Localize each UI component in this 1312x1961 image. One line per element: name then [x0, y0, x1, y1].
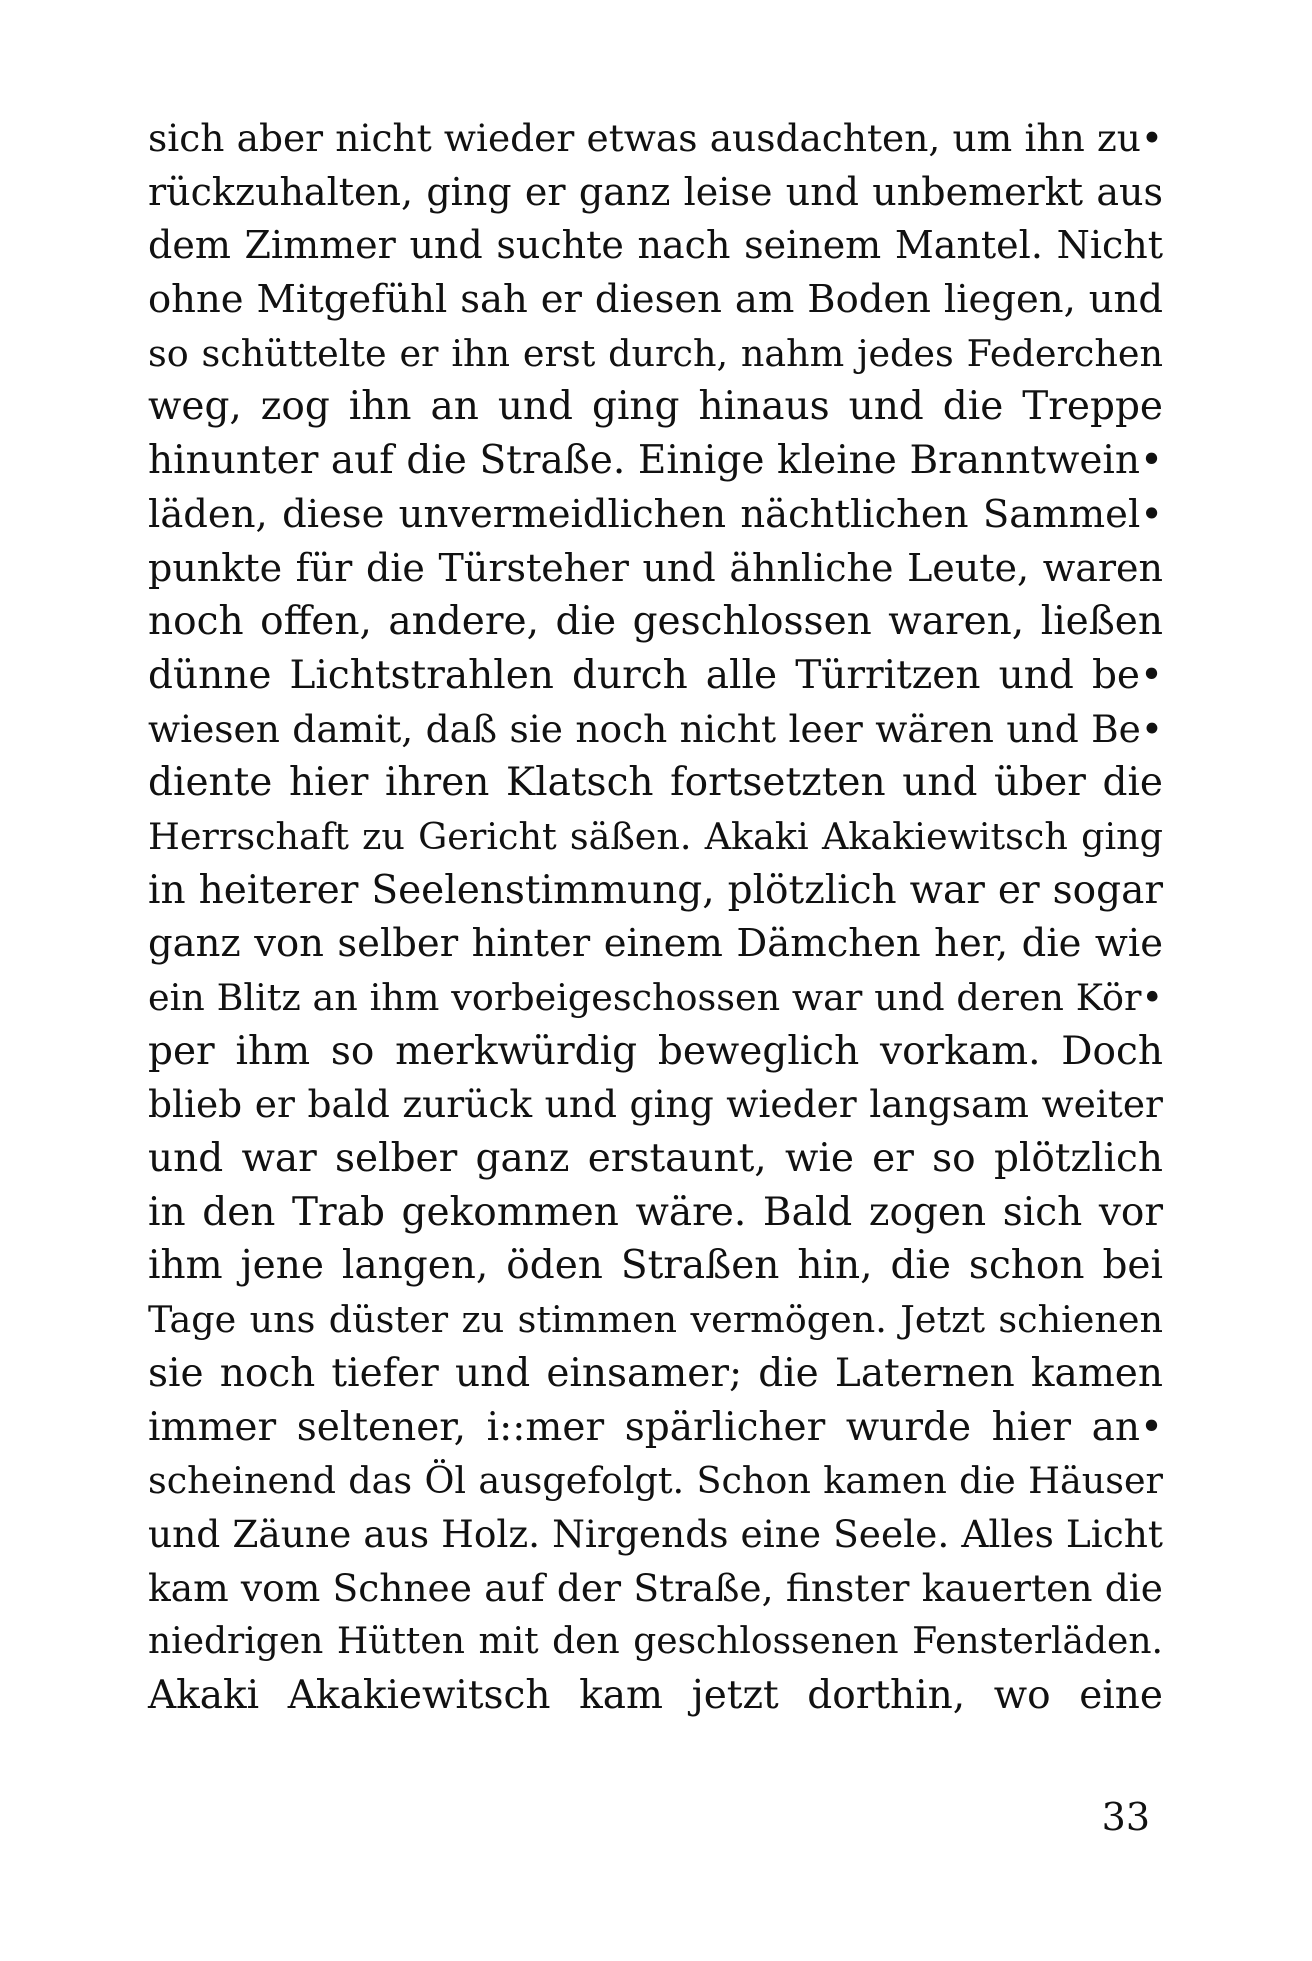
- text-line: so schüttelte er ihn erst durch, nahm jedes Federchen: [148, 331, 1163, 375]
- text-line: dem Zimmer und suchte nach seinem Mantel. Nicht: [148, 223, 1163, 268]
- text-line: ohne Mitgefühl sah er diesen am Boden liegen, und: [148, 277, 1163, 323]
- body-text: [148, 112, 1163, 1723]
- text-line: Herrschaft zu Gericht säßen. Akaki Akakiewitsch ging: [148, 814, 1163, 858]
- text-line: rückzuhalten, ging er ganz leise und unbemerkt aus: [148, 169, 1163, 214]
- text-line: wiesen damit, daß sie noch nicht leer wären und Be•: [148, 706, 1163, 751]
- page-number: 33: [1101, 1795, 1150, 1839]
- text-line: sie noch tiefer und einsamer; die Laternen kamen: [148, 1350, 1163, 1396]
- text-line: diente hier ihren Klatsch fortsetzten und über die: [148, 760, 1163, 806]
- text-line: und war selber ganz erstaunt, wie er so plötzlich: [148, 1136, 1163, 1182]
- text-line: Akaki Akakiewitsch kam jetzt dorthin, wo eine: [148, 1672, 1163, 1718]
- text-line: in den Trab gekommen wäre. Bald zogen sich vor: [148, 1189, 1163, 1235]
- text-line: scheinend das Öl ausgefolgt. Schon kamen die Häuser: [148, 1459, 1163, 1503]
- text-line: niedrigen Hütten mit den geschlossenen Fensterläden.: [148, 1621, 1163, 1663]
- text-line: läden, diese unvermeidlichen nächtlichen Sammel•: [148, 491, 1163, 537]
- text-line: Tage uns düster zu stimmen vermögen. Jetzt schienen: [148, 1298, 1163, 1342]
- text-line: sich aber nicht wieder etwas ausdachten, um ihn zu•: [148, 116, 1163, 160]
- text-line: immer seltener, i::mer spärlicher wurde hier an•: [148, 1404, 1163, 1450]
- text-line: per ihm so merkwürdig beweglich vorkam. Doch: [148, 1028, 1163, 1074]
- text-line: hinunter auf die Straße. Einige kleine Branntwein•: [148, 438, 1163, 484]
- text-line: blieb er bald zurück und ging wieder langsam weiter: [148, 1082, 1163, 1127]
- text-line: ein Blitz an ihm vorbeigeschossen war und deren Kör•: [148, 976, 1163, 1019]
- text-line: und Zäune aus Holz. Nirgends eine Seele. Alles Licht: [148, 1511, 1163, 1556]
- text-line: ganz von selber hinter einem Dämchen her, die wie: [148, 921, 1163, 967]
- text-line: dünne Lichtstrahlen durch alle Türritzen und be•: [148, 652, 1163, 698]
- text-line: ihm jene langen, öden Straßen hin, die schon bei: [148, 1243, 1163, 1289]
- text-line: noch offen, andere, die geschlossen waren, ließen: [148, 599, 1163, 645]
- text-line: in heiterer Seelenstimmung, plötzlich war er sogar: [148, 867, 1163, 913]
- text-line: kam vom Schnee auf der Straße, finster kauerten die: [148, 1565, 1163, 1610]
- text-line: punkte für die Türsteher und ähnliche Leute, waren: [148, 545, 1163, 590]
- text-line: weg, zog ihn an und ging hinaus und die Treppe: [148, 384, 1163, 430]
